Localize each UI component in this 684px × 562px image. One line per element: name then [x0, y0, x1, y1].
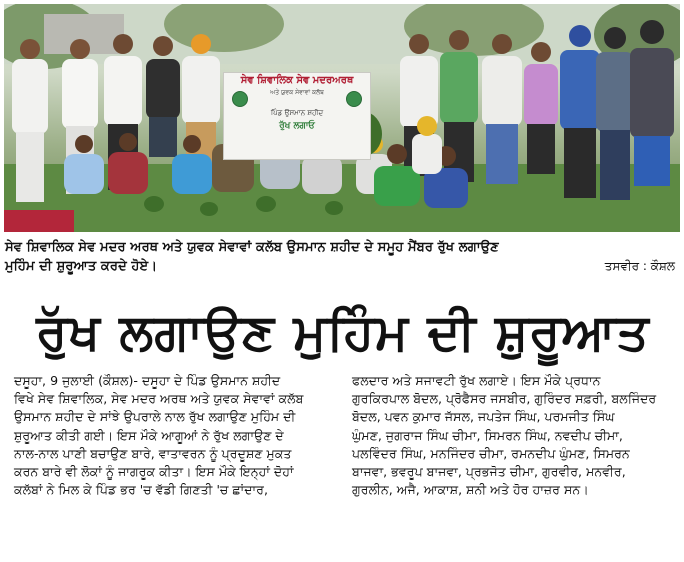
article-column-left [14, 372, 342, 499]
event-banner [223, 72, 371, 160]
article-line: ਦਸੂਹਾ, 9 ਜੁਲਾਈ (ਕੌਸ਼ਲ)- ਦਸੂਹਾ ਦੇ ਪਿੰਡ ਉਸਮਾਨ ਸ਼ਹੀਦ [14, 373, 281, 388]
article-line: ਬੋਦਲ, ਪਵਨ ਕੁਮਾਰ ਜੱਸਲ, ਜਪਤੇਜ ਸਿੰਘ, ਪਰਮਜੀਤ ਸਿੰਘ [352, 409, 615, 425]
article-line: ਵਿਖੇ ਸੇਵ ਸ਼ਿਵਾਲਿਕ, ਸੇਵ ਮਦਰ ਅਰਥ ਅਤੇ ਯੁਵਕ ਸੇਵਾਵਾਂ ਕਲੱਬ [14, 391, 304, 407]
banner-bottom: ਰੁੱਖ ਲਗਾਓ [279, 121, 315, 131]
article-line: ਕਲੱਬਾਂ ਨੇ ਮਿਲ ਕੇ ਪਿੰਡ ਭਰ 'ਚ ਵੱਡੀ ਗਿਣਤੀ 'ਚ ਛਾਂਦਾਰ, [14, 482, 268, 498]
caption-line-2: ਮੁਹਿੰਮ ਦੀ ਸ਼ੁਰੂਆਤ ਕਰਦੇ ਹੋਏ। [5, 259, 158, 274]
article-line: ਪਲਵਿੰਦਰ ਸਿੰਘ, ਮਨਜਿੰਦਰ ਚੀਮਾ, ਰਮਨਦੀਪ ਘੁੰਮਣ, ਸਿਮਰਨ [352, 445, 630, 461]
banner-title: ਸੇਵ ਸ਼ਿਵਾਲਿਕ ਸੇਵ ਮਦਰਅਰਥ [240, 75, 354, 86]
article-line: ਗੁਰਕਿਰਪਾਲ ਬੋਦਲ, ਪ੍ਰੋਫੈਸਰ ਜਸਬੀਰ, ਗੁਰਿੰਦਰ ਸਫ਼ਰੀ, ਬਲਜਿੰਦਰ [352, 391, 657, 407]
article-line: ਫਲਦਾਰ ਅਤੇ ਸਜਾਵਟੀ ਰੁੱਖ ਲਗਾਏ। ਇਸ ਮੌਕੇ ਪ੍ਰਧਾਨ [352, 373, 601, 388]
club-logo-left-icon [232, 91, 248, 107]
banner-subtitle: ਅਤੇ ਯੁਵਕ ਸੇਵਾਵਾਂ ਕਲੱਬ [270, 89, 324, 96]
club-logo-right-icon [346, 91, 362, 107]
article-line: ਉਸਮਾਨ ਸ਼ਹੀਦ ਦੇ ਸਾਂਝੇ ਉਪਰਾਲੇ ਨਾਲ ਰੁੱਖ ਲਗਾਉਣ ਮੁਹਿੰਮ ਦੀ [14, 409, 296, 425]
article-line: ਕਰਨ ਬਾਰੇ ਵੀ ਲੋਕਾਂ ਨੂੰ ਜਾਗਰੂਕ ਕੀਤਾ। ਇਸ ਮੌਕੇ ਇਨ੍ਹਾਂ ਦੋਹਾਂ [14, 464, 294, 480]
article-line: ਨਾਲ-ਨਾਲ ਪਾਣੀ ਬਚਾਉਣ ਬਾਰੇ, ਵਾਤਾਵਰਨ ਨੂੰ ਪ੍ਰਦੂਸ਼ਣ ਮੁਕਤ [14, 445, 292, 461]
article-line: ਸ਼ੁਰੂਆਤ ਕੀਤੀ ਗਈ। ਇਸ ਮੌਕੇ ਆਗੂਆਂ ਨੇ ਰੁੱਖ ਲਗਾਉਣ ਦੇ [14, 427, 284, 443]
photo-credit: ਤਸਵੀਰ : ਕੌਸ਼ਲ [604, 259, 675, 273]
news-photo [4, 4, 680, 232]
banner-place: ਪਿੰਡ ਉਸਮਾਨ ਸ਼ਹੀਦ [270, 109, 324, 117]
article-column-right [352, 372, 678, 499]
caption-line-1: ਸੇਵ ਸ਼ਿਵਾਲਿਕ ਸੇਵ ਮਦਰ ਅਰਥ ਅਤੇ ਯੁਵਕ ਸੇਵਾਵਾਂ ਕਲੱਬ ਉਸਮਾਨ ਸ਼ਹੀਦ ਦੇ ਸਮੂਹ ਮੈਂਬਰ ਰੁੱਖ ਲਗਾਉਣ [5, 240, 499, 255]
article-line: ਘੁੰਮਣ, ਜੁਗਰਾਜ ਸਿੰਘ ਚੀਮਾ, ਸਿਮਰਨ ਸਿੰਘ, ਨਵਦੀਪ ਚੀਮਾ, [352, 427, 623, 443]
article-line: ਗੁਰਲੀਨ, ਅਜੈ, ਆਕਾਸ਼, ਸ਼ਨੀ ਅਤੇ ਹੋਰ ਹਾਜ਼ਰ ਸਨ। [352, 482, 589, 498]
photo-caption [5, 238, 681, 276]
headline: ਰੁੱਖ ਲਗਾਉਣ ਮੁਹਿੰਮ ਦੀ ਸ਼ੁਰੂਆਤ [36, 303, 650, 361]
article-line: ਬਾਜਵਾ, ਭਵਰੂਪ ਬਾਜਵਾ, ਪ੍ਰਭਜੋਤ ਚੀਮਾ, ਗੁਰਵੀਰ, ਮਨਵੀਰ, [352, 464, 626, 480]
